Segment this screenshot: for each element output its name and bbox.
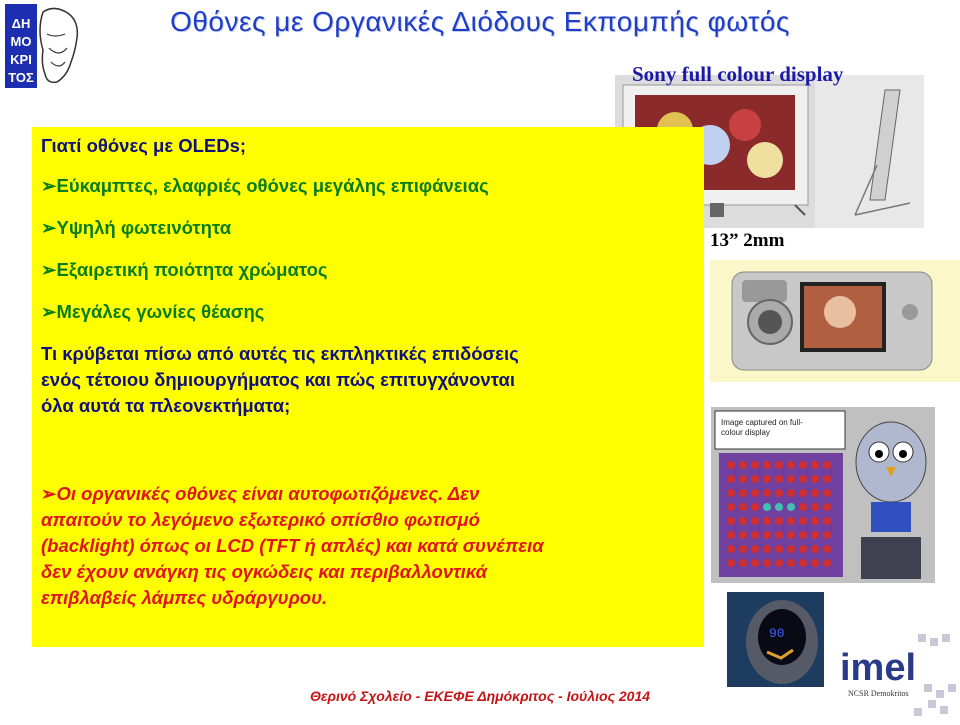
imel-logo	[838, 634, 958, 720]
red-line: δεν έχουν ανάγκη τις ογκώδεις και περιβαλλοντικά	[41, 561, 488, 582]
svg-text:colour display: colour display	[721, 428, 770, 437]
paragraph-line: Τι κρύβεται πίσω από αυτές τις εκπληκτικές επιδόσεις	[41, 343, 519, 364]
red-line: ➢Οι οργανικές οθόνες είναι αυτοφωτιζόμενες. Δεν	[41, 483, 480, 504]
svg-text:ΚΡΙ: ΚΡΙ	[10, 52, 32, 67]
bullet-arrow-icon: ➢	[41, 175, 57, 196]
svg-text:ΜΟ: ΜΟ	[10, 34, 32, 49]
red-line: επιβλαβείς λάμπες υδράργυρου.	[41, 587, 328, 608]
game-screen-photo	[711, 407, 935, 583]
bullet-item: ➢Μεγάλες γωνίες θέασης	[41, 301, 265, 322]
bullet-item: ➢Εύκαμπτες, ελαφριές οθόνες μεγάλης επιφάνειας	[41, 175, 489, 196]
bullet-arrow-icon: ➢	[41, 483, 57, 504]
camera-photo	[710, 260, 960, 382]
bullet-arrow-icon: ➢	[41, 259, 57, 280]
paragraph-line: ενός τέτοιου δημιουργήματος και πώς επιτυγχάνονται	[41, 369, 515, 390]
footer-text: Θερινό Σχολείο - ΕΚΕΦΕ Δημόκριτος - Ιούλιος 2014	[309, 688, 651, 704]
svg-text:imel: imel	[840, 647, 917, 689]
paragraph-line: όλα αυτά τα πλεονεκτήματα;	[41, 395, 291, 416]
bullet-item: ➢Εξαιρετική ποιότητα χρώματος	[41, 259, 328, 280]
sony-caption: Sony full colour display	[632, 62, 844, 86]
bullet-arrow-icon: ➢	[41, 301, 57, 322]
bullet-arrow-icon: ➢	[41, 217, 57, 238]
page-title: Οθόνες με Οργανικές Διόδους Εκπομπής φωτός	[170, 6, 790, 37]
svg-text:90: 90	[769, 626, 785, 641]
red-line: (backlight) όπως οι LCD (TFT ή απλές) και κατά συνέπεια	[41, 535, 544, 556]
question-heading: Γιατί οθόνες με OLEDs;	[41, 135, 247, 156]
svg-text:ΤΟΣ: ΤΟΣ	[8, 70, 34, 85]
imel-sub-text: NCSR Demokritos	[848, 689, 909, 698]
red-line: απαιτούν το λεγόμενο εξωτερικό οπίσθιο φωτισμό	[41, 509, 480, 530]
main-text	[41, 133, 701, 611]
svg-text:ΔΗ: ΔΗ	[11, 16, 31, 31]
bullet-item: ➢Υψηλή φωτεινότητα	[41, 217, 232, 238]
watch-display-photo	[727, 592, 824, 687]
sony-size-label: 13” 2mm	[710, 230, 785, 251]
svg-text:Image captured on full-: Image captured on full-	[721, 418, 803, 427]
